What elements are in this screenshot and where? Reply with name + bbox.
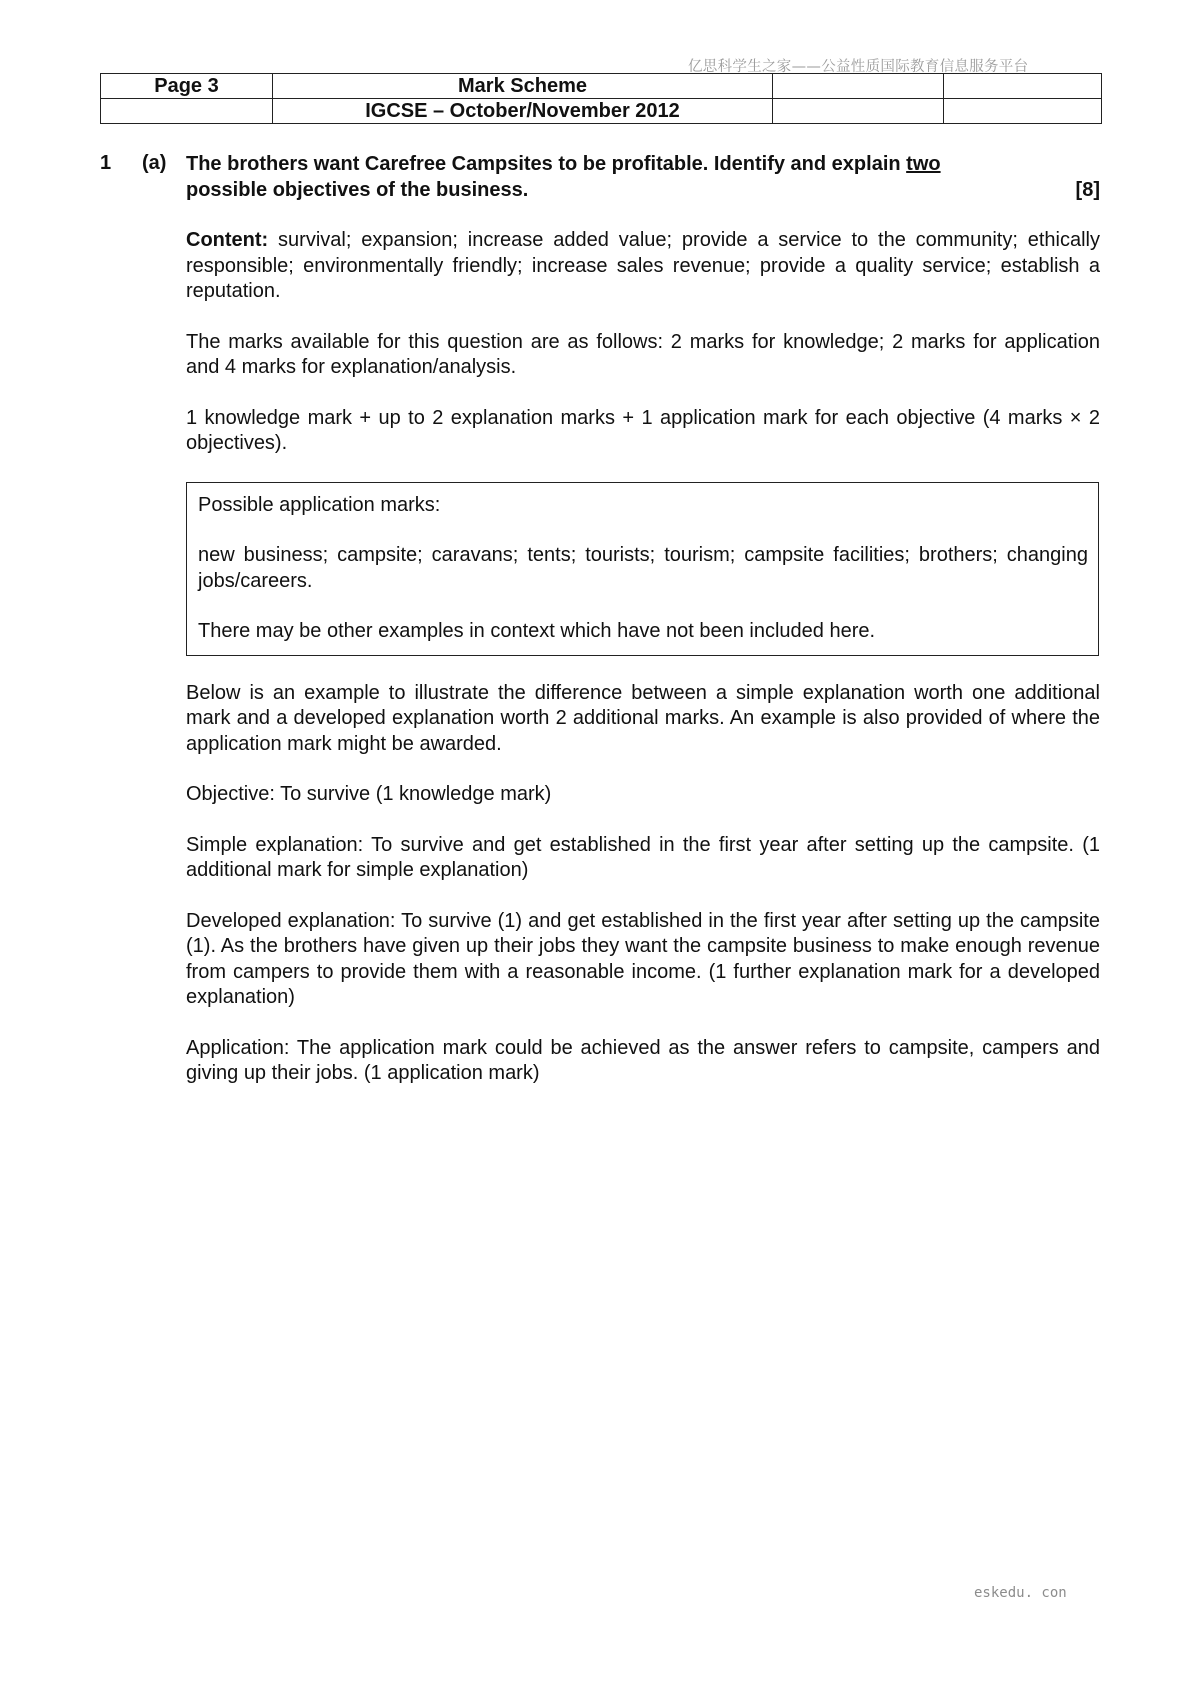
header-empty-cell	[773, 99, 944, 124]
marks-available-paragraph: The marks available for this question are as follows: 2 marks for knowledge; 2 marks for application and 4 marks for explanation/analysis.	[186, 330, 1100, 378]
simple-explanation-paragraph: Simple explanation: To survive and get established in the first year after setting up the campsite. (1 additional mark for simple explanation)	[186, 833, 1100, 881]
objective-paragraph: Objective: To survive (1 knowledge mark)	[186, 783, 552, 805]
mark-scheme-content	[186, 152, 1100, 1112]
developed-explanation-paragraph: Developed explanation: To survive (1) and get established in the first year after setting up the campsite (1). As the brothers have given up their jobs they want the campsite business to make enough revenue from campers to provide them with a reasonable income. (1 further explanation mark for a developed explanation)	[186, 909, 1100, 1008]
application-paragraph: Application: The application mark could be achieved as the answer refers to campsite, campers and giving up their jobs. (1 application mark)	[186, 1036, 1100, 1084]
application-box-heading: Possible application marks:	[198, 493, 441, 516]
header-empty-cell	[773, 74, 944, 99]
marks-breakdown-paragraph: 1 knowledge mark + up to 2 explanation marks + 1 application mark for each objective (4 marks × 2 objectives).	[186, 406, 1100, 454]
page-subtitle: IGCSE – October/November 2012	[273, 99, 773, 124]
question-text	[186, 152, 1100, 203]
question-number: 1	[100, 152, 112, 174]
watermark-bottom: eskedu. con	[974, 1585, 1067, 1601]
header-empty-cell	[944, 99, 1102, 124]
page-title: Mark Scheme	[273, 74, 773, 99]
application-box-note: There may be other examples in context which have not been included here.	[198, 620, 876, 642]
question-text-line1: The brothers want Carefree Campsites to be profitable. Identify and explain	[186, 153, 907, 175]
content-text: survival; expansion; increase added value; provide a service to the community; ethically responsible; environmentally friendly; increase sales revenue; provide a quality service; establish a reputation.	[186, 229, 1100, 302]
page-label: Page 3	[101, 74, 273, 99]
page-header-table	[100, 73, 1102, 124]
header-empty-cell	[101, 99, 273, 124]
header-empty-cell	[944, 74, 1102, 99]
question-text-line2: possible objectives of the business.	[186, 178, 529, 201]
question-underlined-word: two	[906, 153, 941, 175]
question-part: (a)	[142, 152, 167, 174]
watermark-top: 亿思科学生之家——公益性质国际教育信息服务平台	[688, 59, 1029, 75]
content-paragraph	[186, 228, 1100, 305]
application-box-examples: new business; campsite; caravans; tents; tourists; tourism; campsite facilities; brothers; changing jobs/careers.	[198, 544, 1088, 592]
application-marks-box	[186, 482, 1099, 656]
question-marks: [8]	[1075, 178, 1100, 201]
example-intro-paragraph: Below is an example to illustrate the difference between a simple explanation worth one additional mark and a developed explanation worth 2 additional marks. An example is also provided of where the application mark might be awarded.	[186, 681, 1100, 755]
content-label: Content:	[186, 229, 269, 251]
